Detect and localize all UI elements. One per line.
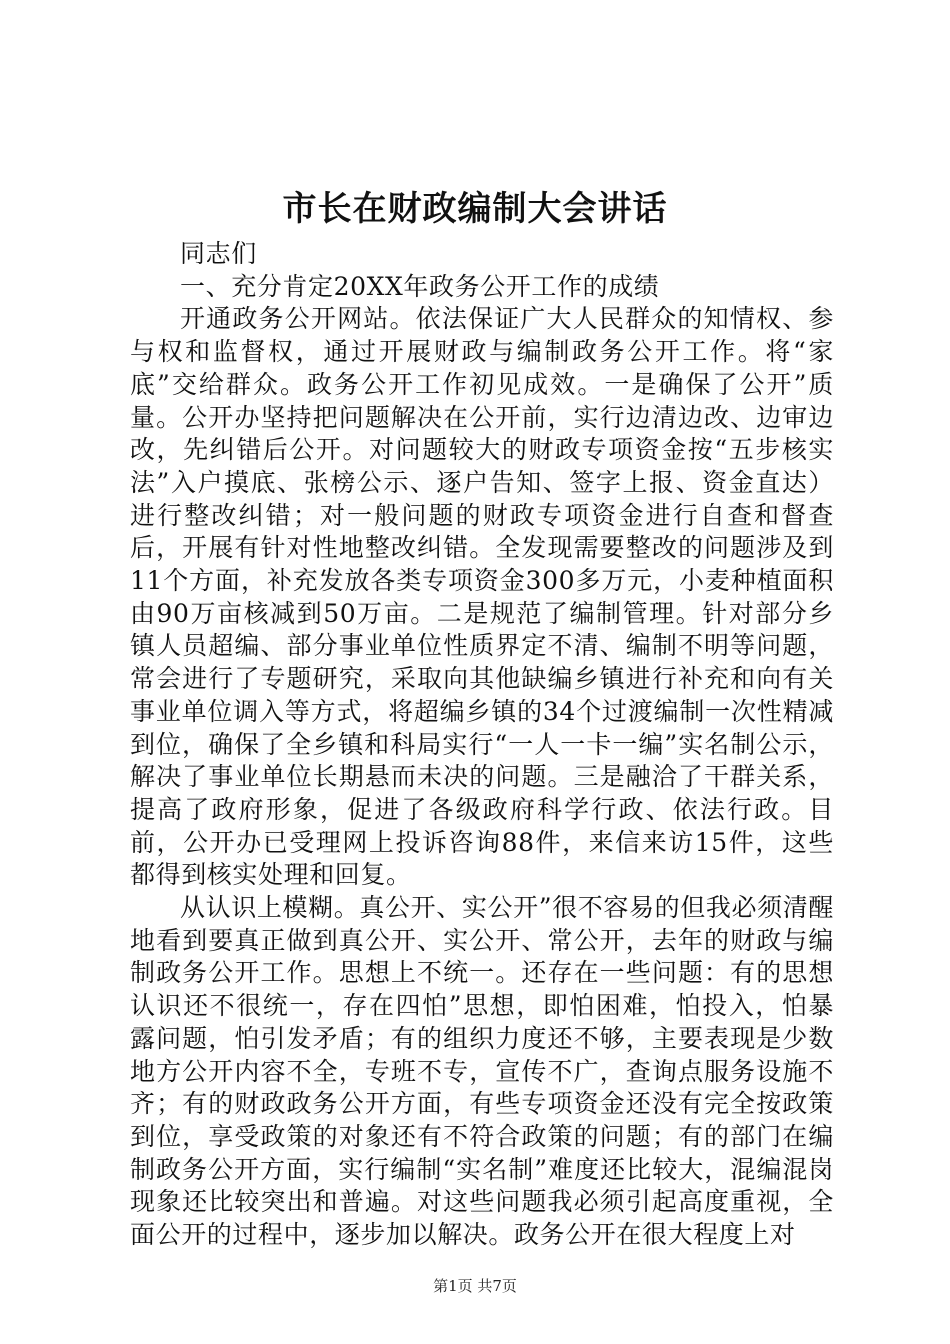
document-title: 市长在财政编制大会讲话 (282, 189, 668, 229)
paragraph-section-heading: 一、充分肯定20XX年政务公开工作的成绩 (180, 271, 660, 301)
document-body (130, 238, 834, 1252)
paragraph-problems: 从认识上模糊。真公开、实公开”很不容易的但我必须清醒地看到要真正做到真公开、实公开、常公开，去年的财政与编制政务公开工作。思想上不统一。还存在一些问题：有的思想认识还不很统一，存在四怕”思想，即怕困难，怕投入，怕暴露问题，怕引发矛盾；有的组织力度还不够，主要表现是少数地方公开内容不全，专班不专，宣传不广，查询点服务设施不齐；有的财政政务公开方面，有些专项资金还没有完全按政策到位，享受政策的对象还有不符合政策的问题；有的部门在编制政务公开方面，实行编制“实名制”难度还比较大，混编混岗现象还比较突出和普遍。对这些问题我必须引起高度重视，全面公开的过程中，逐步加以解决。政务公开在很大程度上对 (130, 893, 834, 1250)
paragraph-achievements: 开通政务公开网站。依法保证广大人民群众的知情权、参与权和监督权，通过开展财政与编制政务公开工作。将“家底”交给群众。政务公开工作初见成效。一是确保了公开”质量。公开办坚持把问题解决在公开前，实行边清边改、边审边改，先纠错后公开。对问题较大的财政专项资金按“五步核实法”入户摸底、张榜公示、逐户告知、签字上报、资金直达）进行整改纠错；对一般问题的财政专项资金进行自查和督查后，开展有针对性地整改纠错。全发现需要整改的问题涉及到11个方面，补充发放各类专项资金300多万元，小麦种植面积由90万亩核减到50万亩。二是规范了编制管理。针对部分乡镇人员超编、部分事业单位性质界定不清、编制不明等问题，常会进行了专题研究，采取向其他缺编乡镇进行补充和向有关事业单位调入等方式，将超编乡镇的34个过渡编制一次性精减到位，确保了全乡镇和科局实行“一人一卡一编”实名制公示，解决了事业单位长期悬而未决的问题。三是融洽了干群关系，提高了政府形象，促进了各级政府科学行政、依法行政。目前，公开办已受理网上投诉咨询88件，来信来访15件，这些都得到核实处理和回复。 (130, 304, 834, 890)
paragraph-salutation: 同志们 (180, 239, 257, 268)
page-number-footer: 第1页 共7页 (433, 1277, 517, 1295)
